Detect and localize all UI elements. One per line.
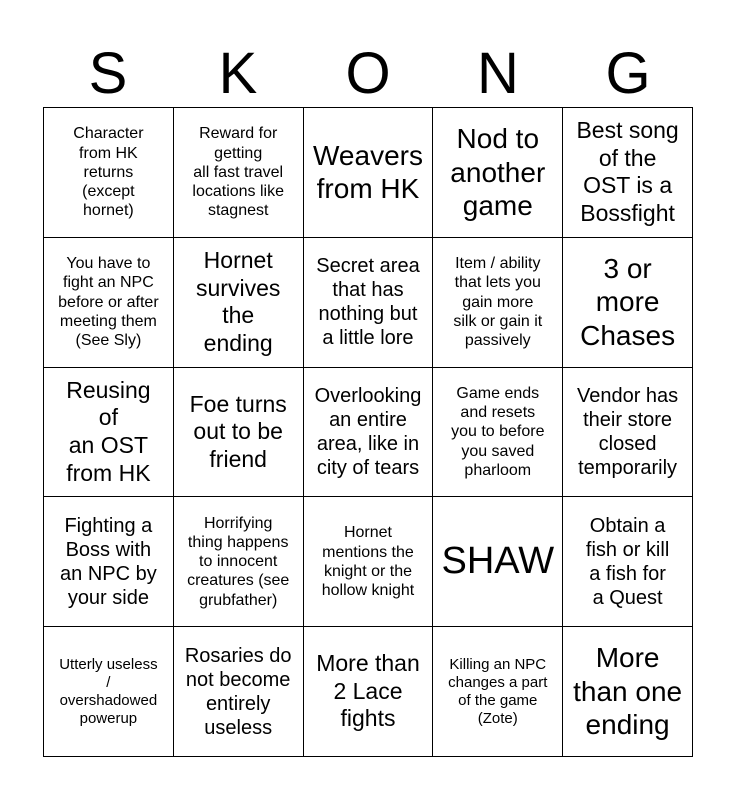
bingo-cell-r1c1[interactable]: Character from HK returns (except hornet) bbox=[44, 108, 174, 238]
bingo-cell-r3c5[interactable]: Vendor has their store closed temporarily bbox=[563, 368, 693, 498]
bingo-cell-r5c5[interactable]: More than one ending bbox=[563, 627, 693, 757]
bingo-cell-r5c3[interactable]: More than 2 Lace fights bbox=[304, 627, 434, 757]
header-letter-g: G bbox=[605, 41, 651, 106]
bingo-header bbox=[43, 40, 693, 108]
bingo-cell-r5c4[interactable]: Killing an NPC changes a part of the game (Zote) bbox=[433, 627, 563, 757]
bingo-cell-r4c1[interactable]: Fighting a Boss with an NPC by your side bbox=[44, 497, 174, 627]
bingo-cell-r3c2[interactable]: Foe turns out to be friend bbox=[174, 368, 304, 498]
bingo-cell-r3c1[interactable]: Reusing of an OST from HK bbox=[44, 368, 174, 498]
bingo-cell-r1c4[interactable]: Nod to another game bbox=[433, 108, 563, 238]
bingo-cell-r1c2[interactable]: Reward for getting all fast travel locations like stagnest bbox=[174, 108, 304, 238]
bingo-board bbox=[43, 107, 693, 757]
bingo-cell-r3c4[interactable]: Game ends and resets you to before you saved pharloom bbox=[433, 368, 563, 498]
bingo-cell-r2c2[interactable]: Hornet survives the ending bbox=[174, 238, 304, 368]
bingo-cell-r4c2[interactable]: Horrifying thing happens to innocent creatures (see grubfather) bbox=[174, 497, 304, 627]
bingo-cell-r2c4[interactable]: Item / ability that lets you gain more silk or gain it passively bbox=[433, 238, 563, 368]
header-letter-o: O bbox=[345, 41, 391, 106]
bingo-cell-r2c5[interactable]: 3 or more Chases bbox=[563, 238, 693, 368]
bingo-cell-r2c1[interactable]: You have to fight an NPC before or after meeting them (See Sly) bbox=[44, 238, 174, 368]
bingo-cell-r5c1[interactable]: Utterly useless / overshadowed powerup bbox=[44, 627, 174, 757]
bingo-cell-r5c2[interactable]: Rosaries do not become entirely useless bbox=[174, 627, 304, 757]
bingo-cell-r4c5[interactable]: Obtain a fish or kill a fish for a Quest bbox=[563, 497, 693, 627]
bingo-cell-r1c5[interactable]: Best song of the OST is a Bossfight bbox=[563, 108, 693, 238]
bingo-cell-r2c3[interactable]: Secret area that has nothing but a little lore bbox=[304, 238, 434, 368]
header-letter-s: S bbox=[88, 41, 128, 106]
bingo-cell-r3c3[interactable]: Overlooking an entire area, like in city of tears bbox=[304, 368, 434, 498]
header-letter-n: N bbox=[477, 41, 519, 106]
bingo-cell-r1c3[interactable]: Weavers from HK bbox=[304, 108, 434, 238]
header-letter-k: K bbox=[218, 41, 258, 106]
bingo-cell-free-space[interactable]: SHAW bbox=[433, 497, 563, 627]
bingo-cell-r4c3[interactable]: Hornet mentions the knight or the hollow knight bbox=[304, 497, 434, 627]
